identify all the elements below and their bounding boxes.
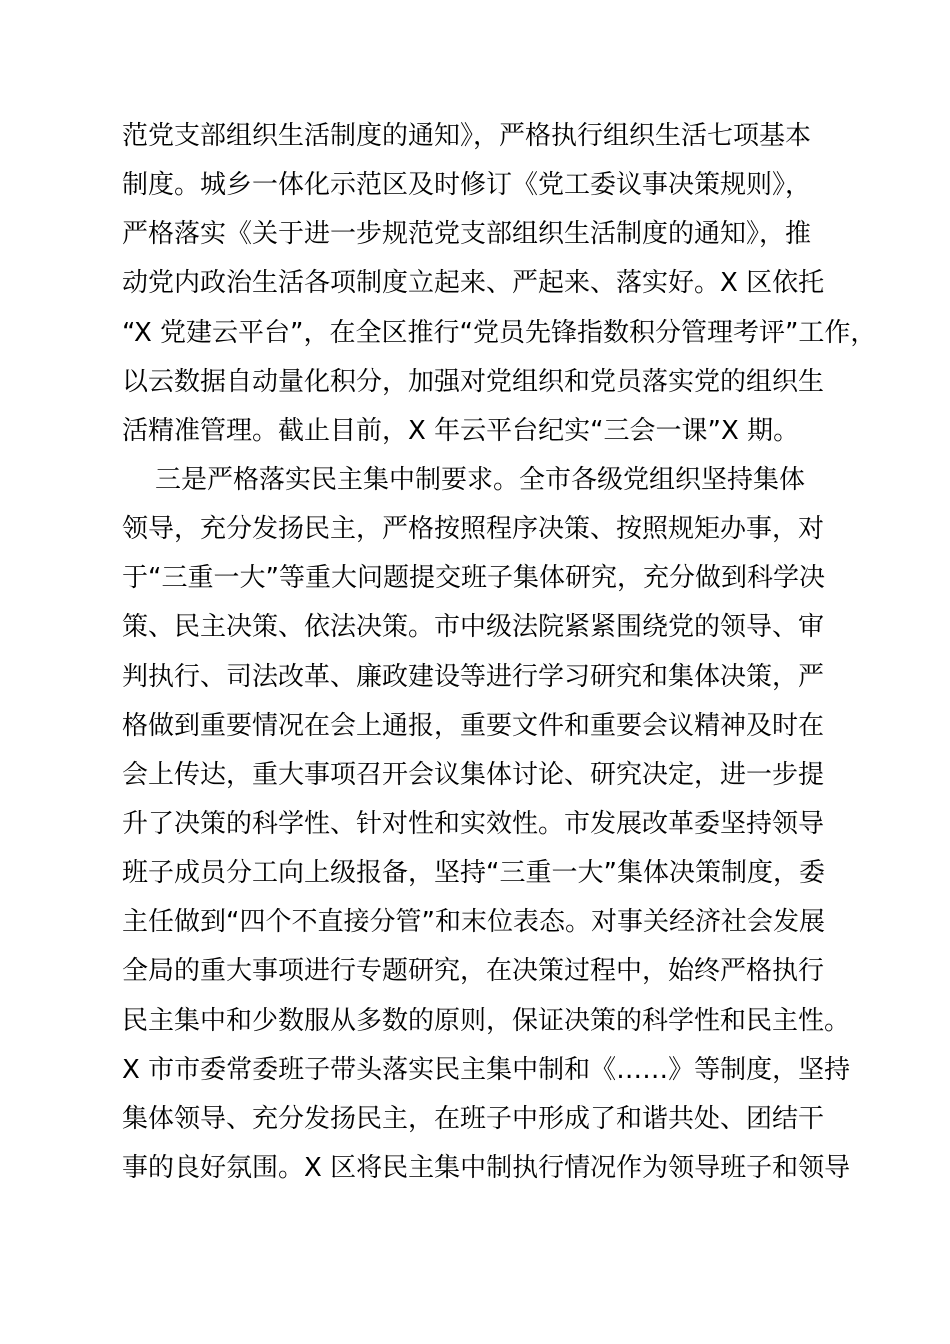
text-line: 全局的重大事项进行专题研究，在决策过程中，始终严格执行 bbox=[122, 956, 825, 987]
text-line: 集体领导、充分发扬民主，在班子中形成了和谐共处、团结干 bbox=[122, 1103, 825, 1134]
text-line: 会上传达，重大事项召开会议集体讨论、研究决定，进一步提 bbox=[122, 759, 825, 790]
text-line: 领导，充分发扬民主，严格按照程序决策、按照规矩办事，对 bbox=[122, 514, 825, 545]
text-line: 策、民主决策、依法决策。市中级法院紧紧围绕党的领导、审 bbox=[122, 612, 825, 643]
text-line: 升了决策的科学性、针对性和实效性。市发展改革委坚持领导 bbox=[122, 808, 825, 839]
text-line: 动党内政治生活各项制度立起来、严起来、落实好。X 区依托 bbox=[122, 268, 825, 299]
text-line: 主任做到“四个不直接分管”和末位表态。对事关经济社会发展 bbox=[122, 907, 825, 938]
text-line: 民主集中和少数服从多数的原则，保证决策的科学性和民主性。 bbox=[122, 1005, 851, 1036]
text-line: 班子成员分工向上级报备，坚持“三重一大”集体决策制度，委 bbox=[122, 858, 825, 889]
text-line: 判执行、司法改革、廉政建设等进行学习研究和集体决策，严 bbox=[122, 661, 825, 692]
text-line: 严格落实《关于进一步规范党支部组织生活制度的通知》，推 bbox=[122, 219, 812, 250]
text-line: 活精准管理。截止目前，X 年云平台纪实“三会一课”X 期。 bbox=[122, 415, 800, 446]
text-line: 格做到重要情况在会上通报，重要文件和重要会议精神及时在 bbox=[122, 710, 825, 741]
text-line: X 市市委常委班子带头落实民主集中制和《……》等制度，坚持 bbox=[122, 1054, 851, 1085]
body-text bbox=[122, 112, 877, 1193]
text-line: 范党支部组织生活制度的通知》，严格执行组织生活七项基本 bbox=[122, 121, 812, 151]
text-line: 于“三重一大”等重大问题提交班子集体研究，充分做到科学决 bbox=[122, 563, 825, 594]
text-line: 以云数据自动量化积分，加强对党组织和党员落实党的组织生 bbox=[122, 366, 825, 397]
paragraph-start-line: 三是严格落实民主集中制要求。全市各级党组织坚持集体 bbox=[122, 464, 806, 495]
text-line: 制度。城乡一体化示范区及时修订《党工委议事决策规则》， bbox=[122, 170, 812, 201]
text-line: 事的良好氛围。X 区将民主集中制执行情况作为领导班子和领导 bbox=[122, 1152, 851, 1183]
text-line: “X 党建云平台”，在全区推行“党员先锋指数积分管理考评”工作， bbox=[122, 317, 877, 348]
